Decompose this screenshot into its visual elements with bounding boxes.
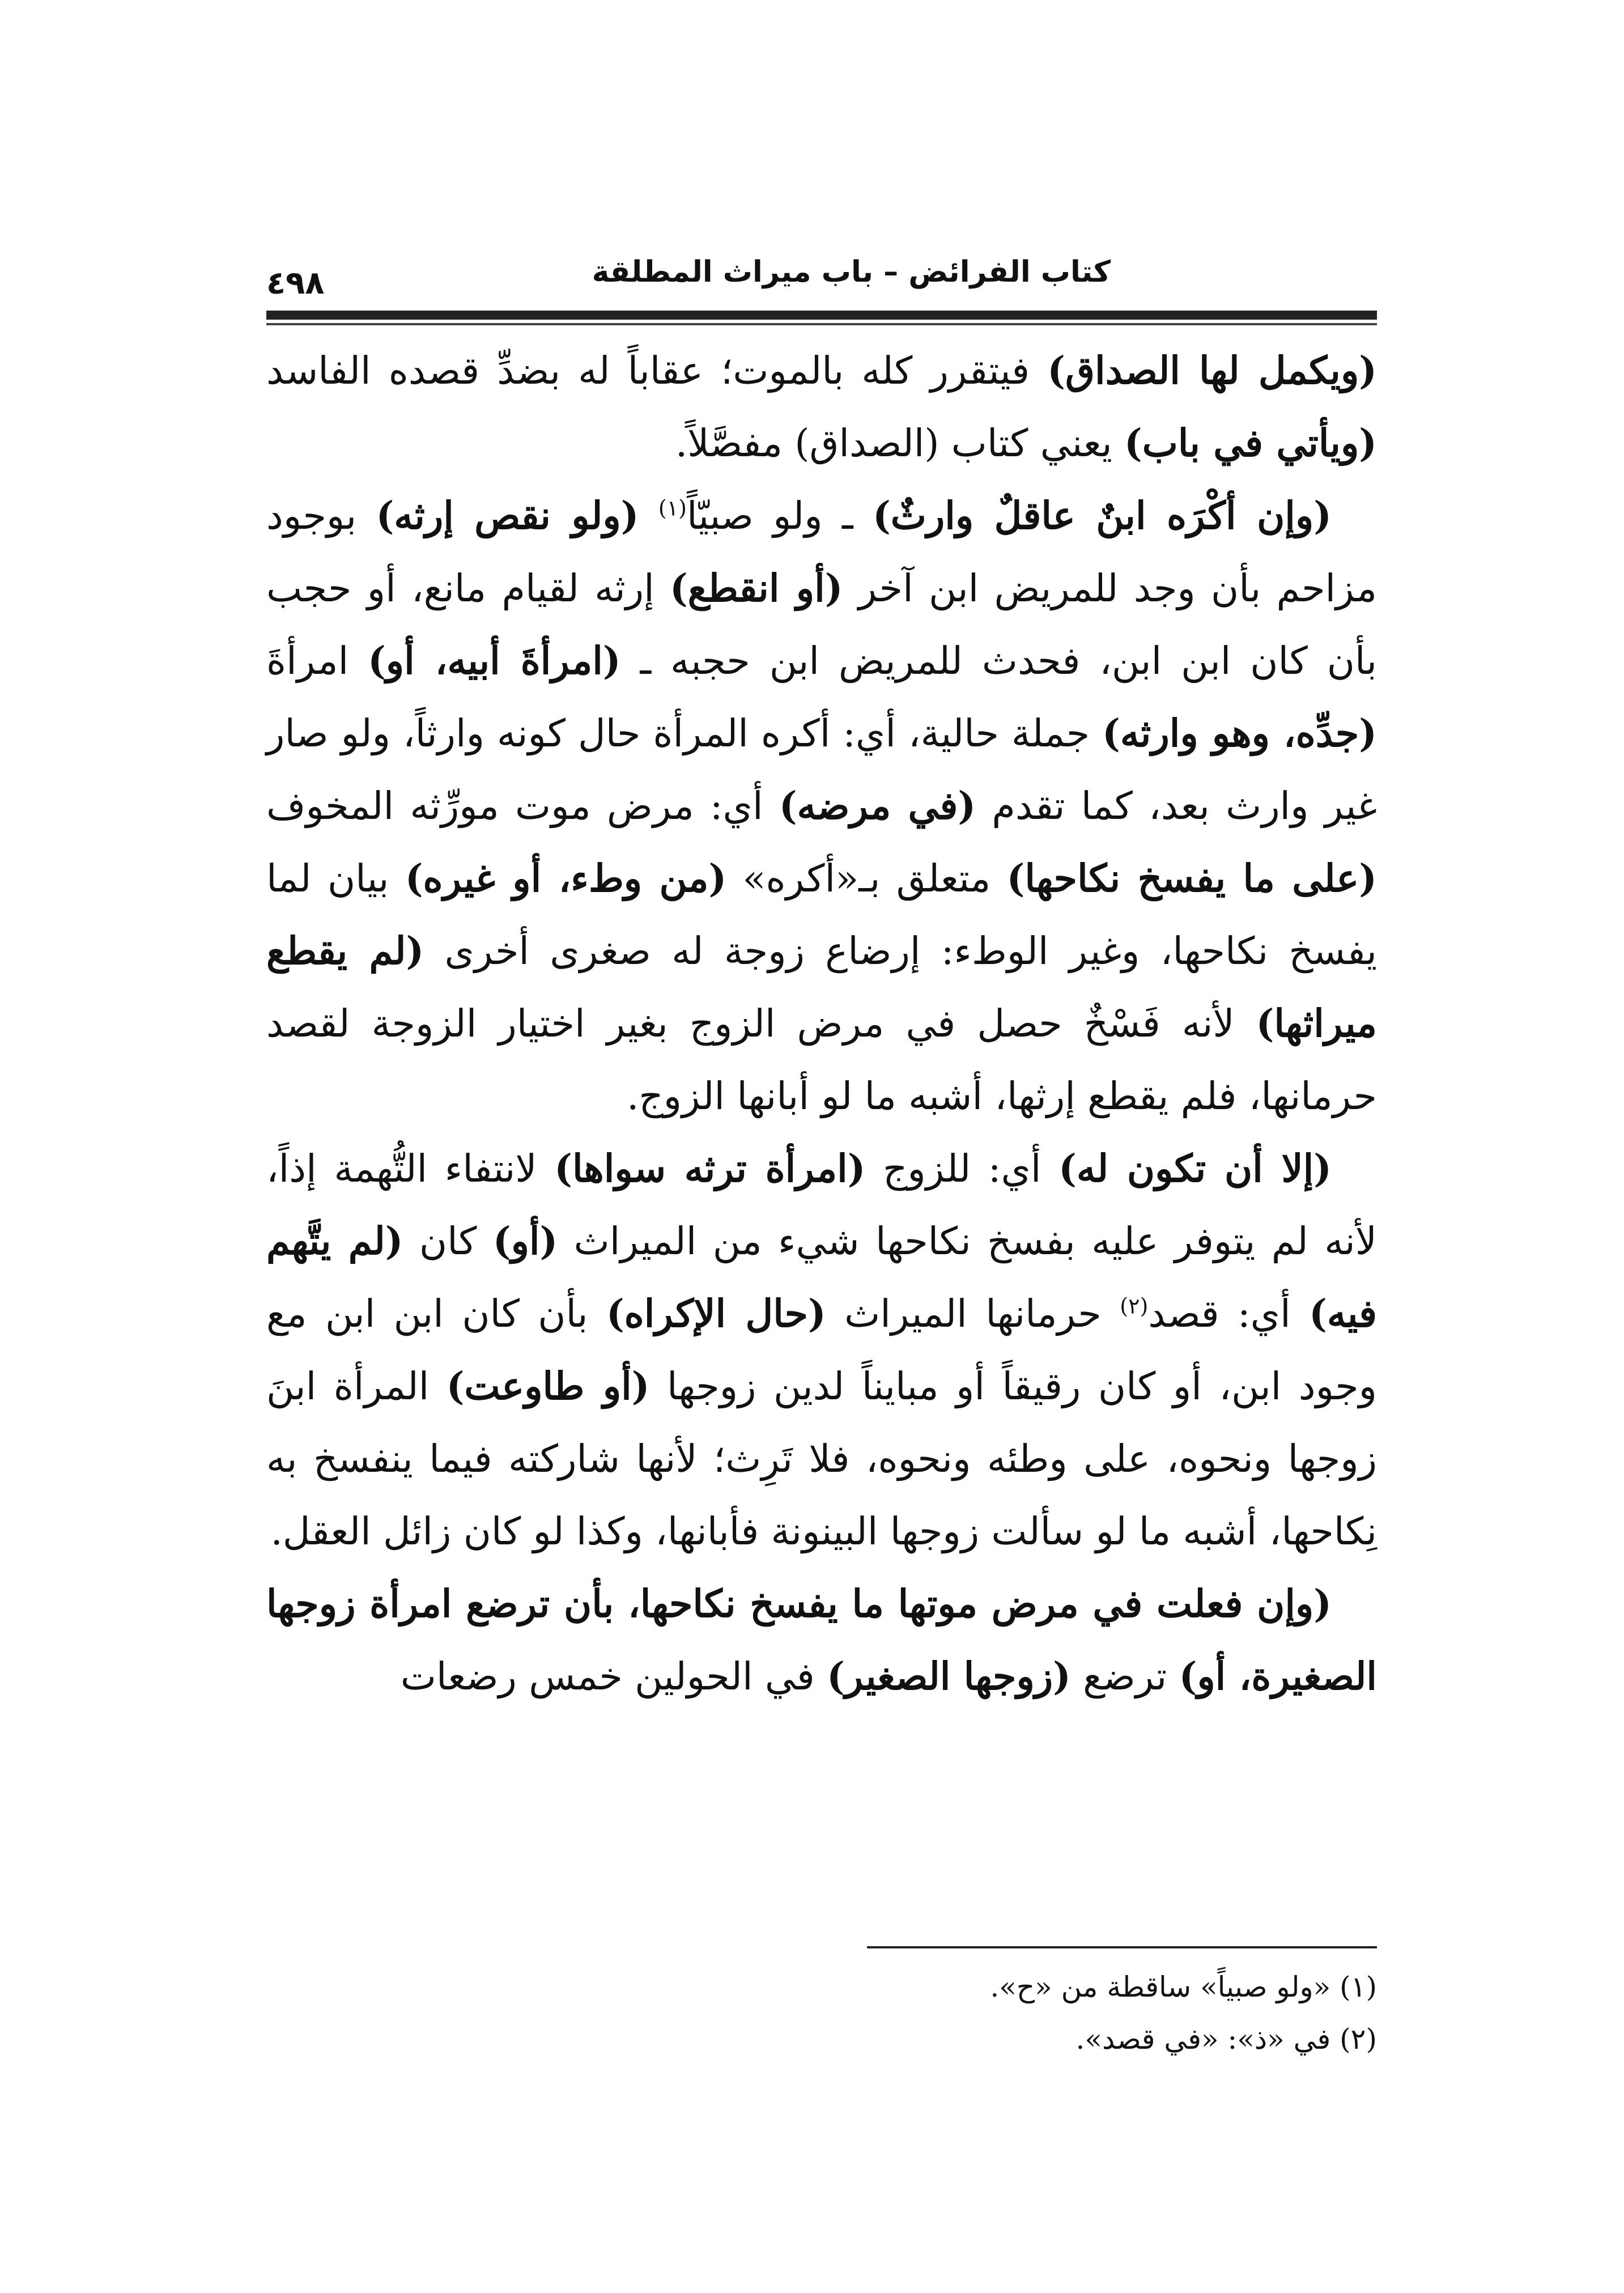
paragraph-4 bbox=[266, 1568, 1377, 1713]
matn-text: (لم يقطع ميراثها) bbox=[266, 928, 1377, 1046]
matn-text: (ولو نقص إرثه) bbox=[376, 493, 639, 538]
header-rule-thick bbox=[266, 311, 1377, 320]
matn-text: (لم يتَّهم فيه) bbox=[266, 1218, 1377, 1336]
commentary-text: لأنه فَسْخٌ حصل في مرض الزوج بغير اختيار الزوجة لقصد حرمانها، فلم يقطع إرثها، أشبه ما لو أبانها الزوج. bbox=[266, 1001, 1377, 1118]
running-title: كتاب الفرائض – باب ميراث المطلقة bbox=[592, 255, 1111, 289]
footnote-ref-2: (٢) bbox=[1120, 1293, 1149, 1319]
page-number: ٤٩٨ bbox=[266, 265, 325, 302]
matn-text: (إلا أن تكون له) bbox=[1058, 1146, 1332, 1191]
matn-text: (حال الإكراه) bbox=[606, 1291, 826, 1336]
paragraph-3 bbox=[266, 1132, 1377, 1568]
commentary-text: أي: قصد bbox=[1148, 1292, 1310, 1336]
page-header bbox=[266, 238, 1377, 306]
commentary-text: ترضع bbox=[1070, 1654, 1179, 1698]
matn-text: (أو طاوعت) bbox=[446, 1364, 650, 1408]
matn-text: (ويكمل لها الصداق) bbox=[1047, 348, 1377, 393]
commentary-text: فيتقرر كله بالموت؛ عقاباً له بضدِّ قصده الفاسد bbox=[266, 349, 1048, 393]
main-text bbox=[266, 334, 1377, 1713]
commentary-text: امرأةَ bbox=[266, 639, 368, 683]
commentary-text: كان bbox=[403, 1219, 493, 1263]
matn-text: (جدِّه، وهو وارثه) bbox=[1102, 711, 1377, 755]
commentary-text: جملة حالية، أي: أكره المرأة حال كونه وارثاً، ولو صار غير وارث بعد، كما تقدم bbox=[266, 711, 1377, 828]
footnote-ref-1: (١) bbox=[658, 495, 687, 521]
commentary-text: في الحولين خمس رضعات bbox=[400, 1654, 827, 1698]
matn-text: (امرأةَ أبيه، أو) bbox=[368, 638, 621, 683]
matn-text: (زوجها الصغير) bbox=[827, 1654, 1071, 1698]
matn-text: (وإن فعلت في مرض موتها ما يفسخ نكاحها، بأن ترضع امرأة زوجها الصغيرة، أو) bbox=[266, 1581, 1377, 1698]
commentary-text bbox=[639, 494, 658, 538]
commentary-text: حرمانها الميراث bbox=[826, 1292, 1120, 1336]
footnotes bbox=[266, 1961, 1377, 2065]
matn-text: (على ما يفسخ نكاحها) bbox=[1006, 856, 1377, 901]
header-rule-thin bbox=[266, 323, 1377, 325]
commentary-text: بوجود مزاحم بأن وجد للمريض ابن آخر bbox=[266, 494, 1377, 610]
footnote-separator bbox=[867, 1946, 1377, 1948]
matn-text: (أو) bbox=[492, 1218, 558, 1263]
footnote-2: (٢) في «ذ»: «في قصد». bbox=[1075, 2023, 1377, 2056]
matn-text: (ويأتي في باب) bbox=[1124, 421, 1377, 465]
commentary-text: متعلق بـ«أكره» bbox=[726, 856, 1007, 901]
matn-text: (وإن أكْرَه ابنٌ عاقلٌ وارثٌ) bbox=[873, 493, 1332, 538]
matn-text: (أو انقطع) bbox=[669, 566, 843, 610]
commentary-text: أي: للزوج bbox=[865, 1146, 1059, 1191]
paragraph-2 bbox=[266, 479, 1377, 1132]
matn-text: (من وطء، أو غيره) bbox=[405, 856, 727, 901]
matn-text: (في مرضه) bbox=[779, 783, 976, 828]
commentary-text: ـ ولو صبيّاً bbox=[687, 494, 873, 538]
commentary-text: بيان لما يفسخ نكاحها، وغير الوطء: إرضاع زوجة له صغرى أخرى bbox=[266, 856, 1377, 973]
commentary-text: بأن كان ابن ابن مع وجود ابن، أو كان رقيقاً أو مبايناً لدين زوجها bbox=[266, 1292, 1378, 1408]
commentary-text: لانتفاء التُّهمة إذاً، لأنه لم يتوفر عليه بفسخ نكاحها شيء من الميراث bbox=[266, 1146, 1377, 1263]
commentary-text: يعني كتاب (الصداق) مفصَّلاً. bbox=[675, 421, 1125, 465]
footnote-1: (١) «ولو صبياً» ساقطة من «ح». bbox=[990, 1971, 1377, 2003]
paragraph-1 bbox=[266, 334, 1377, 479]
commentary-text: المرأة ابنَ زوجها ونحوه، على وطئه ونحوه، فلا تَرِث؛ لأنها شاركته فيما ينفسخ به نِكاحها، أشبه ما لو سألت زوجها البينونة فأبانها، وكذا لو كان زائل العقل. bbox=[266, 1364, 1377, 1553]
matn-text: (امرأة ترثه سواها) bbox=[554, 1146, 866, 1191]
commentary-text: أي: مرض موت مورِّثه المخوف bbox=[266, 784, 779, 828]
commentary-text: إرثه لقيام مانع، أو حجب بأن كان ابن ابن، فحدث للمريض ابن حجبه ـ bbox=[266, 566, 1377, 683]
